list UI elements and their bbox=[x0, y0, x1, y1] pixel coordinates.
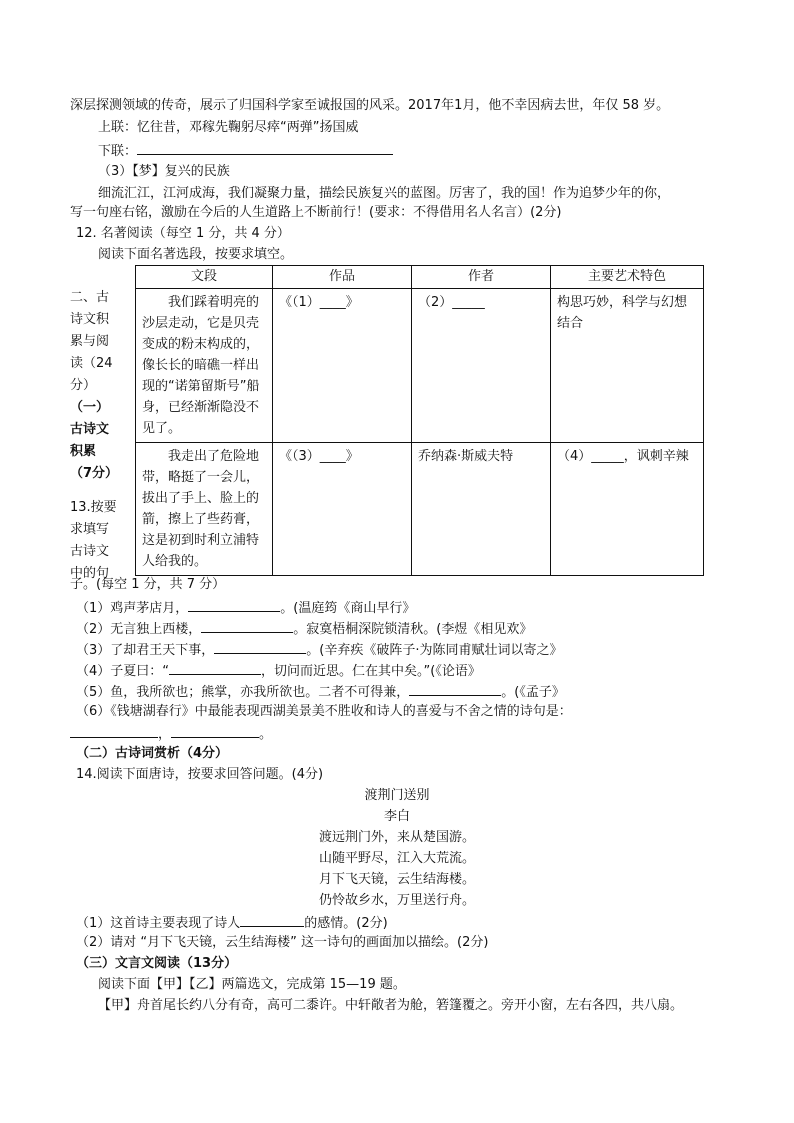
couplet-lower-blank[interactable] bbox=[137, 141, 393, 155]
q13-tail: 子。(每空 1 分，共 7 分） bbox=[70, 577, 226, 592]
sidebar-line: 古诗文 bbox=[70, 422, 110, 437]
fill-item bbox=[76, 598, 415, 618]
answer-blank[interactable] bbox=[171, 724, 259, 738]
couplet-lower-label: 下联： bbox=[98, 144, 138, 159]
answer-blank[interactable] bbox=[214, 640, 306, 654]
paragraph-line: 写一句座右铭，激励在今后的人生道路上不断前行！(要求：不得借用名人名言）(2分) bbox=[70, 205, 562, 220]
fill-item-continued bbox=[70, 724, 272, 744]
fill-item-text: （1）鸡声茅店月， bbox=[76, 601, 189, 616]
table-header-row bbox=[136, 266, 704, 289]
work-cell[interactable]: 《（3）____》 bbox=[273, 443, 412, 576]
sidebar-line: 13.按要 bbox=[70, 500, 117, 515]
sidebar-line: 求填写 bbox=[70, 522, 110, 537]
punctuation: ， bbox=[158, 727, 172, 742]
question-text: 的感情。(2分) bbox=[304, 916, 388, 931]
wenyan-passage: 【甲】舟首尾长约八分有奇，高可二黍许。中轩敞者为舱，箬篷覆之。旁开小窗，左右各四，共八扇。 bbox=[98, 998, 684, 1013]
poem-line: 渡远荆门外，来从楚国游。 bbox=[318, 830, 475, 845]
table-header: 主要艺术特色 bbox=[551, 266, 704, 289]
answer-blank[interactable] bbox=[409, 682, 501, 696]
sidebar-line: 分） bbox=[70, 378, 97, 393]
answer-blank[interactable] bbox=[169, 661, 261, 675]
section-3-title: （3）【梦】复兴的民族 bbox=[98, 164, 230, 179]
sidebar-line: 诗文积 bbox=[70, 312, 110, 327]
sidebar-line: 积累 bbox=[70, 444, 97, 459]
passage-cell: 我走出了危险地带，略挺了一会儿，拔出了手上、脸上的箭，擦上了些药膏，这是初到时利立浦特人给我的。 bbox=[136, 443, 273, 576]
sidebar-line: （一） bbox=[70, 400, 110, 415]
classics-table bbox=[135, 265, 704, 576]
fill-item-source: 。寂寞梧桐深院锁清秋。(李煜《相见欢》 bbox=[293, 622, 533, 637]
fill-item bbox=[76, 661, 481, 681]
sidebar-line: （7分） bbox=[70, 466, 119, 481]
q12-instruction: 阅读下面名著选段，按要求填空。 bbox=[98, 247, 294, 262]
section-heading: （二）古诗词赏析（4分） bbox=[76, 746, 229, 761]
fill-item-text: （5）鱼，我所欲也；熊掌，亦我所欲也。二者不可得兼， bbox=[76, 685, 410, 700]
q14-sub-2: （2）请对 “月下飞天镜，云生结海楼” 这一诗句的画面加以描绘。(2分) bbox=[76, 935, 489, 950]
answer-blank[interactable] bbox=[201, 619, 293, 633]
sidebar-line: 累与阅 bbox=[70, 334, 110, 349]
author-cell: 乔纳森·斯威夫特 bbox=[412, 443, 551, 576]
fill-item bbox=[76, 682, 565, 702]
passage-cell: 我们踩着明亮的沙层走动，它是贝壳变成的粉末构成的，像长长的暗礁一样出现的“诺第留斯号”船身，已经渐渐隐没不见了。 bbox=[136, 289, 273, 443]
table-row bbox=[136, 289, 704, 443]
poem-line: 月下飞天镜，云生结海楼。 bbox=[318, 872, 475, 887]
sidebar-line: 二、古 bbox=[70, 290, 110, 305]
punctuation: 。 bbox=[259, 727, 273, 742]
fill-item-text: （4）子夏曰：“ bbox=[76, 664, 170, 679]
poem-title: 渡荆门送别 bbox=[364, 788, 430, 803]
couplet-lower bbox=[98, 141, 393, 161]
fill-item bbox=[76, 619, 532, 639]
q14-sub-1 bbox=[76, 913, 388, 933]
fill-item-source: 。(《孟子》 bbox=[501, 685, 565, 700]
table-header: 作品 bbox=[273, 266, 412, 289]
paragraph-line: 细流汇江，江河成海，我们凝聚力量，描绘民族复兴的蓝图。厉害了，我的国！作为追梦少年的你， bbox=[98, 186, 671, 201]
paragraph-line: 深层探测领域的传奇，展示了归国科学家至诚报国的风采。2017年1月，他不幸因病去世，年仅 58 岁。 bbox=[70, 98, 670, 113]
wenyan-instruction: 阅读下面【甲】【乙】两篇选文，完成第 15—19 题。 bbox=[98, 977, 406, 992]
answer-blank[interactable] bbox=[188, 598, 280, 612]
table-header: 作者 bbox=[412, 266, 551, 289]
answer-blank[interactable] bbox=[240, 913, 304, 927]
fill-item-source: ，切问而近思。仁在其中矣。”(《论语》 bbox=[261, 664, 481, 679]
fill-item-source: 。(辛弃疾《破阵子·为陈同甫赋壮词以寄之》 bbox=[306, 643, 563, 658]
sidebar-line: 读（24 bbox=[70, 356, 113, 371]
question-text: （1）这首诗主要表现了诗人 bbox=[76, 916, 241, 931]
q12-title: 12. 名著阅读（每空 1 分，共 4 分） bbox=[76, 226, 290, 241]
feature-cell: 构思巧妙，科学与幻想结合 bbox=[551, 289, 704, 443]
q14-title: 14.阅读下面唐诗，按要求回答问题。(4分) bbox=[76, 767, 324, 782]
work-cell[interactable]: 《（1）____》 bbox=[273, 289, 412, 443]
fill-item bbox=[76, 640, 563, 660]
poem-line: 仍怜故乡水，万里送行舟。 bbox=[318, 893, 475, 908]
fill-item-text: （3）了却君王天下事， bbox=[76, 643, 215, 658]
author-cell[interactable]: （2）_____ bbox=[412, 289, 551, 443]
poem-author: 李白 bbox=[383, 809, 410, 824]
table-header: 文段 bbox=[136, 266, 273, 289]
fill-item-source: 。(温庭筠《商山早行》 bbox=[280, 601, 416, 616]
section-sidebar bbox=[70, 287, 124, 585]
fill-item bbox=[76, 703, 572, 721]
couplet-upper: 上联：忆往昔，邓稼先鞠躬尽瘁“两弹”扬国威 bbox=[98, 120, 359, 135]
feature-cell[interactable]: （4）_____，讽刺辛辣 bbox=[551, 443, 704, 576]
answer-blank[interactable] bbox=[70, 724, 158, 738]
poem-line: 山随平野尽，江入大荒流。 bbox=[318, 851, 475, 866]
table-row bbox=[136, 443, 704, 576]
fill-item-text: （6）《钱塘湖春行》中最能表现西湖美景美不胜收和诗人的喜爱与不舍之情的诗句是： bbox=[76, 704, 572, 719]
sidebar-line: 中的句 bbox=[70, 566, 110, 581]
sidebar-line: 古诗文 bbox=[70, 544, 110, 559]
fill-item-text: （2）无言独上西楼， bbox=[76, 622, 202, 637]
section-heading: （三）文言文阅读（13分） bbox=[76, 956, 238, 971]
